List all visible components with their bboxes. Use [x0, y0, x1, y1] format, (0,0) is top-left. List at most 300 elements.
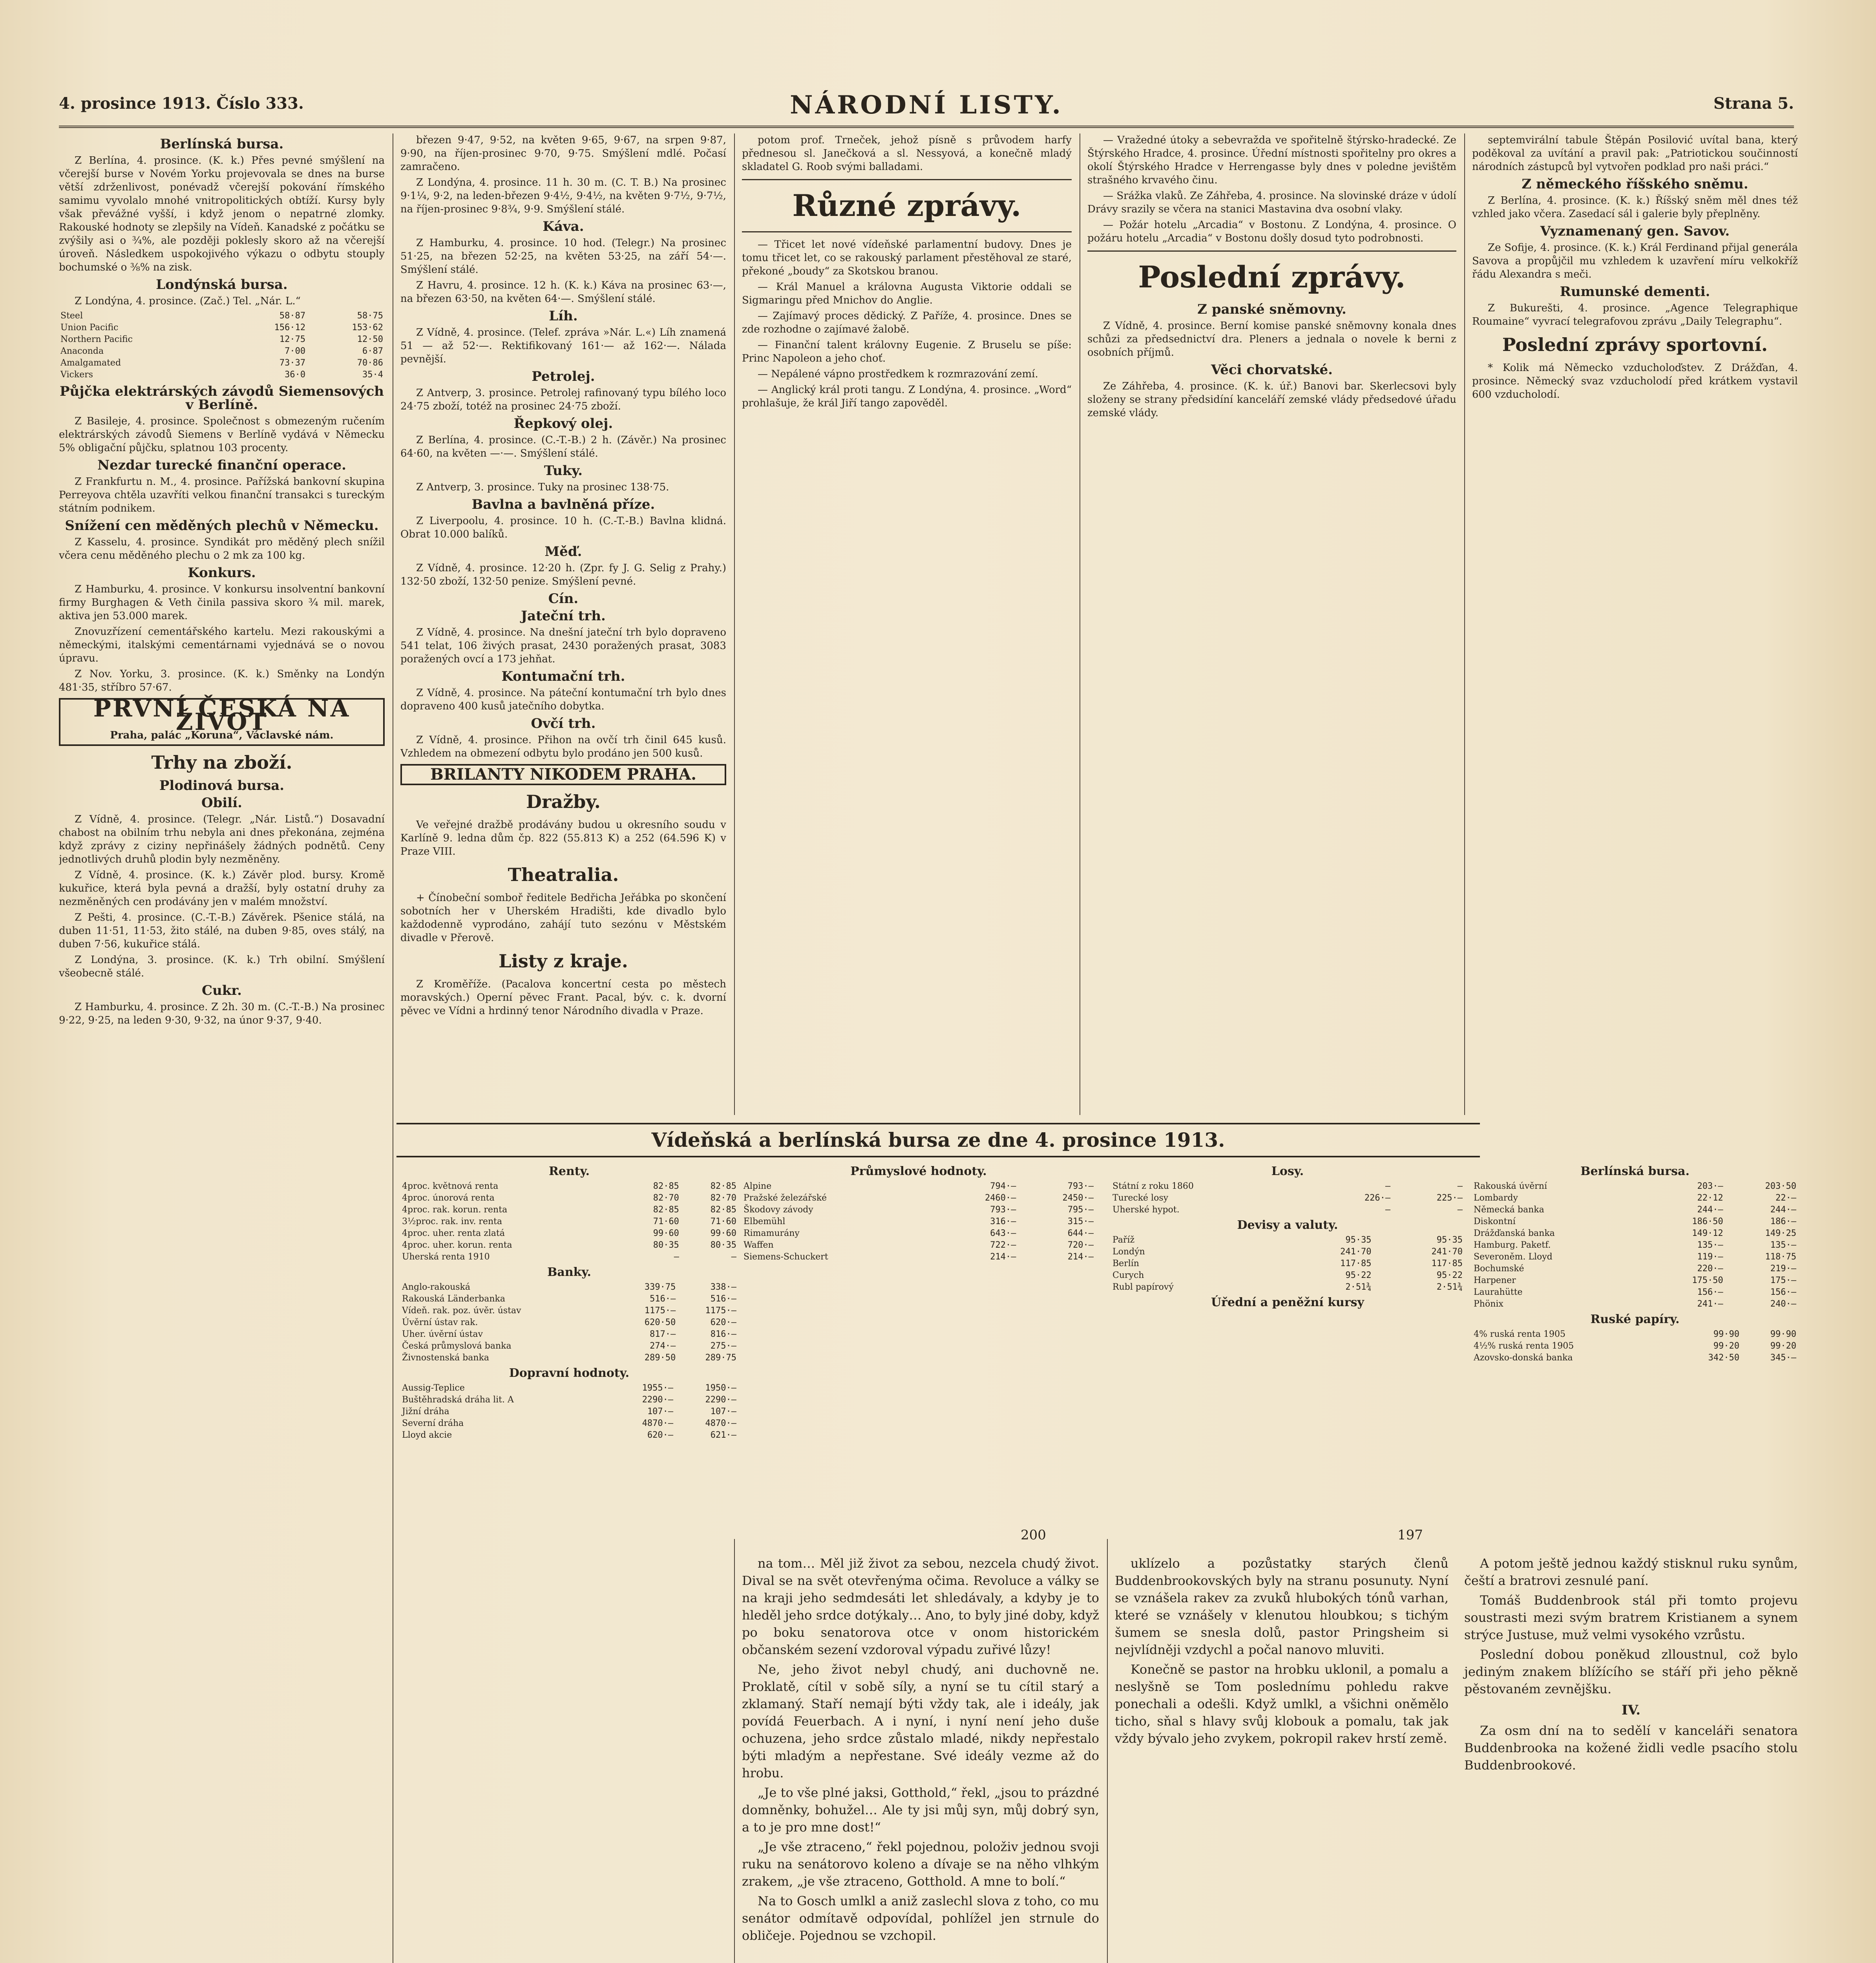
heading: Rumunské dementi. [1560, 284, 1710, 300]
table-cell: 58·87 [279, 311, 306, 321]
table-cell: Paříž [1112, 1235, 1135, 1245]
bourse-column-4 [1472, 1162, 1798, 1531]
table-cell: 4½% ruská renta 1905 [1474, 1341, 1574, 1351]
serial-text: Za osm dní na to sedělí v kanceláři senatora Buddenbrooka na kožené židli vedle psacího stolu Buddenbrookové. [1464, 1723, 1798, 1773]
table-row [400, 1406, 738, 1418]
table-row [1472, 1192, 1798, 1204]
table-cell: 795·— [1067, 1205, 1094, 1215]
article-text: * Kolik má Německo vzducholoďstev. Z Drážďan, 4. prosince. Německý svaz vzducholodí před krátkem vystavil 600 vzducholodí. [1472, 362, 1798, 400]
heading: Snížení cen měděných plechů v Německu. [65, 518, 379, 534]
page-number: Strana 5. [1713, 94, 1794, 113]
currency-table [1111, 1234, 1464, 1293]
table-cell: Harpener [1474, 1276, 1516, 1285]
table-cell: Státní z roku 1860 [1112, 1181, 1194, 1191]
table-cell: Waffen [743, 1240, 774, 1250]
article-text: — Nepálené vápno prostředkem k rozmrazování zemí. [758, 368, 1038, 380]
lottery-bonds-table [1111, 1181, 1464, 1216]
table-cell: — [1457, 1181, 1463, 1191]
table-cell: Rubl papírový [1112, 1282, 1174, 1292]
table-cell: 1175·— [705, 1306, 736, 1316]
heading: Z německého říšského sněmu. [1522, 176, 1748, 192]
table-cell: 1950·— [705, 1383, 736, 1393]
column-rule [1107, 1539, 1108, 1963]
heading: Petrolej. [532, 369, 595, 384]
article-text: Ve veřejné dražbě prodávány budou u okresního soudu v Karlíně 9. ledna dům čp. 822 (55.813 K) a 252 (64.596 K) v Praze VIII. [400, 819, 726, 857]
serial-text: Na to Gosch umlkl a aniž zaslechl slova z toho, co mu senátor odmítavě odpovídal, pohlížel jen strnule do obličeje. Pojednou se vzchopil. [742, 1894, 1099, 1943]
table-cell: 241·— [1697, 1299, 1723, 1309]
table-cell: 1175·— [644, 1306, 676, 1316]
article-text: Z Bukurešti, 4. prosince. „Agence Telegraphique Roumaine“ vyvrací telegrafovou zprávu „Daily Telegraphu“. [1472, 302, 1798, 327]
bourse-column-1 [400, 1162, 738, 1531]
table-row [1111, 1204, 1464, 1216]
table-row [1111, 1234, 1464, 1246]
table-cell: 226·— [1364, 1193, 1391, 1203]
article-text: Ze Záhřeba, 4. prosince. (K. k. úř.) Banovi bar. Skerlecsovi byly složeny se strany předsidíní kanceláří zemské vlády předsedové úřadu zemské vlády. [1087, 380, 1456, 419]
table-cell: — [1385, 1205, 1391, 1215]
table-cell: 4870·— [705, 1418, 736, 1428]
table-cell: 82·70 [653, 1193, 679, 1203]
table-cell: 135·— [1770, 1240, 1796, 1250]
article-text: Z Frankfurtu n. M., 4. prosince. Pařížská bankovní skupina Perreyova chtěla uzavříti velkou finanční transakci s tureckým státním podnikem. [59, 476, 385, 514]
serial-text: na tom… Měl již život za sebou, nezcela chudý život. Dival se na svět otevřenýma očima. Revoluce a války se na kraji jeho sedmdesáti let shledávaly, a kdyby je to hleděl jeho srdce dotýkaly… Ano, to byly jiné doby, když po boku senatorova otce v onom historickém občanském sezení vzdoroval výpadu zuřivé lůzy! [742, 1556, 1099, 1657]
table-row [742, 1228, 1095, 1239]
table-cell: 22·— [1776, 1193, 1796, 1203]
table-header: Z Londýna, 4. prosince. (Zač.) Tel. „Nár. L.“ [75, 295, 301, 307]
table-cell: 95·22 [1345, 1270, 1372, 1280]
table-row [400, 1418, 738, 1429]
table-cell: 621·— [710, 1430, 736, 1440]
table-cell: 12·50 [357, 334, 383, 344]
table-cell: — [1457, 1205, 1463, 1215]
section-heading: Trhy na zboží. [151, 752, 292, 773]
table-cell: Azovsko-donská banka [1474, 1353, 1573, 1363]
divider [1087, 250, 1456, 252]
section-heading: Dražby. [526, 791, 601, 812]
table-cell: 2·51¾ [1345, 1282, 1372, 1292]
table-cell: Drážďanská banka [1474, 1228, 1555, 1238]
table-cell: Rakouská Länderbanka [402, 1294, 505, 1304]
table-cell: 816·— [710, 1329, 736, 1339]
heading: Cín. [548, 591, 579, 607]
article-text: + Čínobeční somboř ředitele Bedřicha Jeřábka po skončení sobotních her v Uherském Hradišti, kde divadlo bylo každodenně vyprodáno, zahájí tuto sezónu v Městském divadle v Přerově. [400, 892, 726, 944]
table-cell: 244·— [1697, 1205, 1723, 1215]
table-cell: 620·50 [644, 1318, 676, 1327]
table-row [59, 310, 385, 322]
article-text: Z Liverpoolu, 4. prosince. 10 h. (C.-T.-B.) Bavlna klidná. Obrat 10.000 balíků. [400, 515, 726, 540]
table-cell: 156·— [1697, 1287, 1723, 1297]
table-cell: 4proc. uher. korun. renta [402, 1240, 512, 1250]
table-cell: Bochumské [1474, 1264, 1524, 1274]
article-text: — Král Manuel a královna Augusta Viktorie oddali se Sigmaringu před Mnichov do Anglie. [742, 281, 1072, 306]
heading: Líh. [549, 308, 578, 324]
article-text: Z Nov. Yorku, 3. prosince. (K. k.) Směnky na Londýn 481·35, stříbro 57·67. [59, 668, 385, 693]
article-text: — Finanční talent královny Eugenie. Z Bruselu se píše: Princ Napoleon a jeho choť. [742, 339, 1072, 364]
heading: Banky. [547, 1265, 591, 1279]
table-cell: 80·35 [653, 1240, 679, 1250]
table-cell: 289·50 [644, 1353, 676, 1363]
table-cell: Škodovy závody [743, 1205, 813, 1215]
table-cell: 214·— [990, 1252, 1016, 1262]
transport-table [400, 1382, 738, 1441]
article-text: Ze Sofije, 4. prosince. (K. k.) Král Ferdinand přijal generála Savova a propůjčil mu vzhledem k uzavření míru velkokříž řádu Alexandra s meči. [1472, 242, 1798, 280]
table-row [1111, 1258, 1464, 1270]
article-text: Z Vídně, 4. prosince. Přihon na ovčí trh činil 645 kusů. Vzhledem na obmezení odbytu bylo prodáno jen 500 kusů. [400, 734, 726, 759]
table-cell: 274·— [650, 1341, 676, 1351]
heading: Dopravní hodnoty. [509, 1366, 630, 1380]
table-cell: 82·85 [653, 1205, 679, 1215]
table-row [400, 1317, 738, 1329]
table-cell: 4proc. únorová renta [402, 1193, 495, 1203]
column-2 [400, 133, 726, 1963]
table-cell: 175·— [1770, 1276, 1796, 1285]
table-cell: Hamburg. Paketf. [1474, 1240, 1551, 1250]
table-row [400, 1228, 738, 1239]
table-cell: Anaconda [60, 346, 104, 356]
article-text: Z Hamburku, 4. prosince. V konkursu insolventní bankovní firmy Burghagen & Veth činila passiva skoro ¾ mil. marek, aktiva jen 53.000 marek. [59, 583, 385, 622]
table-cell: 620·— [710, 1318, 736, 1327]
serial-text: Konečně se pastor na hrobku uklonil, a pomalu a neslyšně se Tom poslednímu pohledu rakve ponechali a odešli. Když umlkl, a všichni oněmělo ticho, sňal s hlavy svůj klobouk a pomalu, tak jak vždy bývalo jeho zvykem, pokropil rakev hrstí země. [1115, 1662, 1449, 1746]
table-row [742, 1181, 1095, 1192]
table-cell: 107·— [710, 1407, 736, 1417]
table-cell: 203·50 [1765, 1181, 1796, 1191]
table-cell: Rimamurány [743, 1228, 800, 1238]
column-4 [1087, 133, 1456, 1111]
table-cell: Elbemühl [743, 1217, 785, 1226]
article-text: Z Vídně, 4. prosince. (Telegr. „Nár. Listů.“) Dosavadní chabost na obilním trhu nebyla ani dnes překonána, zejména když zprávy z ciziny nepřinášely žádných podnětů. Ceny jednotlivých druhů plodin byly nezměněny. [59, 813, 385, 865]
insurance-advertisement [59, 695, 385, 746]
table-cell: 241·70 [1431, 1247, 1463, 1257]
article-text: Z Kroměříže. (Pacalova koncertní cesta po městech moravských.) Operní pěvec Frant. Pacal, býv. c. k. dvorní pěvec ve Vídni a hrdinný tenor Národního divadla v Praze. [400, 978, 726, 1017]
column-1 [59, 133, 385, 1963]
table-row [1472, 1239, 1798, 1251]
article-text: Z Basileje, 4. prosince. Společnost s obmezeným ručením elektrárských závodů Siemens v Berlíně vydává v Německu 5% obligační půjčku, splatnou 103 procenty. [59, 415, 385, 454]
table-cell: 643·— [990, 1228, 1016, 1238]
table-cell: 71·60 [653, 1217, 679, 1226]
heading: Měď. [544, 544, 582, 559]
bourse-title: Vídeňská a berlínská bursa ze dne 4. prosince 1913. [396, 1123, 1480, 1157]
table-cell: 516·— [710, 1294, 736, 1304]
table-row [400, 1340, 738, 1352]
column-rule [1464, 133, 1465, 1115]
table-cell: 315·— [1067, 1217, 1094, 1226]
london-quotes-table [59, 310, 385, 381]
table-row [400, 1204, 738, 1216]
industrial-table [742, 1181, 1095, 1263]
table-cell: Uher. úvěrní ústav [402, 1329, 483, 1339]
table-row [1472, 1181, 1798, 1192]
table-cell: 35·4 [362, 370, 383, 380]
table-row [400, 1382, 738, 1394]
table-cell: Úvěrní ústav rak. [402, 1318, 478, 1327]
table-cell: Německá banka [1474, 1205, 1544, 1215]
table-cell: 82·85 [710, 1181, 736, 1191]
table-cell: 4% ruská renta 1905 [1474, 1329, 1565, 1339]
table-row [400, 1181, 738, 1192]
table-cell: 214·— [1067, 1252, 1094, 1262]
table-cell: 722·— [990, 1240, 1016, 1250]
table-row [400, 1216, 738, 1228]
serial-text: A potom ještě jednou každý stisknul ruku synům, čeští a bratrovi zesnulé paní. [1464, 1556, 1798, 1588]
section-heading: Poslední zprávy sportovní. [1502, 334, 1768, 355]
table-cell: 289·75 [705, 1353, 736, 1363]
table-cell: 316·— [990, 1217, 1016, 1226]
table-cell: 99·20 [1770, 1341, 1796, 1351]
table-row [1472, 1340, 1798, 1352]
article-text: Z Pešti, 4. prosince. (C.-T.-B.) Závěrek. Pšenice stálá, na duben 11·51, 11·53, žito stálé, na duben 9·85, oves stálý, na duben 7·56, kukuřice stálá. [59, 912, 385, 950]
table-row [742, 1204, 1095, 1216]
table-cell: Northern Pacific [60, 334, 133, 344]
article-text: — Vražedné útoky a sebevražda ve spořitelně štýrsko-hradecké. Ze Štýrského Hradce, 4. prosince. Úřední místnosti spořitelny pro okres a okolí Štýrského Hradce v Herrengasse byly dnes v poledne jevištěm strašného krvavého činu. [1087, 134, 1456, 186]
article-text: — Anglický král proti tangu. Z Londýna, 4. prosince. „Word“ prohlašuje, že král Jiří tango zapověděl. [742, 384, 1072, 409]
table-row [400, 1305, 738, 1317]
article-text: Z Vídně, 4. prosince. Na dnešní jateční trh bylo dopraveno 541 telat, 106 živých prasat, 2430 poražených prasat, 3083 poražených ovcí a 173 jehňat. [400, 627, 726, 665]
table-row [400, 1394, 738, 1406]
table-row [1111, 1270, 1464, 1281]
heading: Tuky. [544, 463, 583, 479]
table-row [1472, 1204, 1798, 1216]
table-cell: Laurahütte [1474, 1287, 1523, 1297]
table-cell: 3½proc. rak. inv. renta [402, 1217, 502, 1226]
table-cell: 58·75 [357, 311, 383, 321]
heading: Ovčí trh. [531, 716, 596, 731]
table-cell: 225·— [1436, 1193, 1463, 1203]
table-row [400, 1192, 738, 1204]
table-cell: — [674, 1252, 679, 1262]
article-text: Z Berlína, 4. prosince. (C.-T.-B.) 2 h. (Závěr.) Na prosinec 64·60, na květen —·—. Smýšlení stálé. [400, 434, 726, 459]
serial-column-1 [742, 1555, 1099, 1963]
table-cell: Amalgamated [60, 358, 121, 368]
table-cell: Vickers [60, 370, 93, 380]
table-row [1111, 1181, 1464, 1192]
table-row [1472, 1228, 1798, 1239]
divider [742, 231, 1072, 232]
heading: Z panské sněmovny. [1197, 302, 1346, 317]
article-text: Z Berlína, 4. prosince. (K. k.) Přes pevné smýšlení na včerejší burse v Novém Yorku projevovala se dnes na burse větší zdrženlivost, ponévadž včerejší pokování římského samimu vyvolalo mnohé vnitropolitických obtíží. Kursy byly však převážné vyšší, i když jenom o nepatrné zlomky. Rakouské hodnoty se zlepšily na Vídeň. Kanadské z počátku se zvýšily asi o ¾%, ale později poklesly skoro až na včerejší úroveň. Následkem uspokojivého výkazu o odbytu stouply bochumské o ⅜% na zisk. [59, 155, 385, 273]
table-cell: Anglo-rakouská [402, 1282, 470, 1292]
section-heading: Listy z kraje. [499, 950, 628, 972]
table-cell: 82·70 [710, 1193, 736, 1203]
table-cell: 339·75 [644, 1282, 676, 1292]
table-row [400, 1329, 738, 1340]
table-cell: Berlín [1112, 1259, 1139, 1268]
table-row [400, 1293, 738, 1305]
table-cell: 175·50 [1692, 1276, 1723, 1285]
table-cell: 794·— [990, 1181, 1016, 1191]
table-cell: Pražské železářské [743, 1193, 827, 1203]
table-cell: Jižní dráha [402, 1407, 449, 1417]
table-cell: Rakouská úvěrní [1474, 1181, 1547, 1191]
heading: Průmyslové hodnoty. [850, 1164, 987, 1178]
table-cell: Union Pacific [60, 323, 119, 333]
heading: Půjčka elektrárských závodů Siemensových v Berlíně. [59, 384, 384, 413]
table-cell: Lombardy [1474, 1193, 1518, 1203]
heading: Nezdar turecké finanční operace. [97, 457, 346, 473]
table-row [1472, 1275, 1798, 1287]
table-cell: 99·60 [710, 1228, 736, 1238]
heading: Věci chorvatské. [1211, 362, 1333, 378]
table-cell: 80·35 [710, 1240, 736, 1250]
table-row [400, 1429, 738, 1441]
article-text: Z Hamburku, 4. prosince. 10 hod. (Telegr.) Na prosinec 51·25, na březen 52·25, na květen 53·25, na září 54·—. Smýšlení stálé. [400, 237, 726, 276]
article-text: Z Antverp, 3. prosince. Tuky na prosinec 138·75. [416, 481, 669, 493]
table-row [1472, 1298, 1798, 1310]
column-rule [734, 1539, 735, 1963]
table-cell: 95·35 [1345, 1235, 1372, 1245]
table-cell: 620·— [647, 1430, 674, 1440]
table-cell: 186·— [1770, 1217, 1796, 1226]
table-cell: 22·12 [1697, 1193, 1723, 1203]
serial-text: Poslední dobou poněkud zlloustnul, což bylo jediným znakem blížícího se stáří při jeho pěkně pěstovaném zevnějšku. [1464, 1647, 1798, 1696]
heading: Kontumační trh. [501, 669, 625, 684]
serial-text: „Je to vše plné jaksi, Gotthold,“ řekl, „jsou to prázdné domněnky, bohužel… Ale ty jsi můj syn, můj dobrý syn, a to je pro mne dost!“ [742, 1785, 1099, 1835]
table-cell: 220·— [1697, 1264, 1723, 1274]
table-cell: Živnostenská banka [402, 1353, 490, 1363]
serial-column-2 [1115, 1555, 1798, 1963]
article-text: Z Vídně, 4. prosince. (K. k.) Závěr plod. bursy. Kromě kukuřice, která byla pevná a dražší, byly ostatní druhy za nezměněných cen prodávány jen v malém množství. [59, 869, 385, 908]
article-text: Z Berlína, 4. prosince. (K. k.) Říšský sněm měl dnes též vzhled jako včera. Zasedací sál i galerie byly přeplněny. [1472, 195, 1798, 220]
article-text: — Srážka vlaků. Ze Záhřeba, 4. prosince. Na slovinské dráze v údolí Drávy srazily se včera na stanici Mastavina dva osobní vlaky. [1087, 190, 1456, 215]
table-cell: 82·85 [710, 1205, 736, 1215]
heading: Úřední a peněžní kursy [1211, 1296, 1364, 1309]
table-cell: 149·12 [1692, 1228, 1723, 1238]
table-row [1472, 1216, 1798, 1228]
heading: Obilí. [201, 795, 242, 811]
table-cell: 135·— [1697, 1240, 1723, 1250]
table-cell: 117·85 [1340, 1259, 1372, 1268]
table-row [59, 345, 385, 357]
table-cell: Diskontní [1474, 1217, 1516, 1226]
table-cell: — [731, 1252, 736, 1262]
table-cell: 4870·— [642, 1418, 674, 1428]
table-cell: 99·90 [1713, 1329, 1740, 1339]
heading: Řepkový olej. [513, 416, 613, 431]
table-row [59, 369, 385, 381]
jeweller-advertisement: BRILANTY NIKODEM PRAHA. [400, 764, 726, 785]
table-cell: 153·62 [352, 323, 383, 333]
table-row [1472, 1329, 1798, 1340]
ad-address: Praha, palác „Koruna“, Václavské nám. [110, 729, 334, 741]
table-row [400, 1352, 738, 1364]
table-row [59, 357, 385, 369]
article-text: Z Havru, 4. prosince. 12 h. (K. k.) Káva na prosinec 63·—, na březen 63·50, na květen 64·—. Smýšlení stálé. [400, 280, 726, 305]
serial-text: Tomáš Buddenbrook stál při tomto projevu soustrasti mezi svým bratrem Kristianem a synem strýce Justuse, muž velmi vysokého vzrůstu. [1464, 1593, 1798, 1642]
heading: Vyznamenaný gen. Savov. [1540, 223, 1730, 239]
heading: Berlínská bursa. [160, 136, 284, 152]
heading: Konkurs. [188, 565, 256, 581]
table-cell: 36·0 [285, 370, 306, 380]
article-text: Z Vídně, 4. prosince. Na páteční kontumační trh bylo dnes dopraveno 400 kusů jatečního dobytka. [400, 687, 726, 712]
table-cell: 95·35 [1436, 1235, 1463, 1245]
heading: Bavlna a bavlněná příze. [471, 497, 655, 512]
heading: Londýnská bursa. [156, 277, 288, 292]
berlin-bourse-table [1472, 1181, 1798, 1310]
table-cell: 203·— [1697, 1181, 1723, 1191]
section-heading: Různé zprávy. [792, 188, 1021, 223]
table-row [400, 1251, 738, 1263]
table-cell: Buštěhradská dráha lit. A [402, 1395, 514, 1405]
table-cell: 516·— [650, 1294, 676, 1304]
folio-number: 200 [1021, 1527, 1046, 1543]
article-text: — Požár hotelu „Arcadia“ v Bostonu. Z Londýna, 4. prosince. O požáru hotelu „Arcadia“ v Bostonu došly dosud tyto podrobnosti. [1087, 219, 1456, 244]
heading: Ruské papíry. [1590, 1312, 1680, 1326]
folio-number: 197 [1397, 1527, 1423, 1543]
table-cell: 118·75 [1765, 1252, 1796, 1262]
table-row [1111, 1192, 1464, 1204]
table-cell: 793·— [990, 1205, 1016, 1215]
table-cell: 720·— [1067, 1240, 1094, 1250]
heading: Renty. [548, 1164, 590, 1178]
table-cell: Steel [60, 311, 83, 321]
column-3 [742, 133, 1072, 1111]
heading: Devisy a valuty. [1237, 1218, 1338, 1232]
table-cell: 345·— [1770, 1353, 1796, 1363]
article-text: potom prof. Trneček, jehož písně s průvodem harfy přednesou sl. Janečková a sl. Nessyová, a konečně mladý skladatel G. Roob svými balladami. [742, 134, 1072, 173]
table-cell: 338·— [710, 1282, 736, 1292]
bourse-column-2 [742, 1162, 1095, 1531]
issue-date: 4. prosince 1913. Číslo 333. [59, 94, 304, 113]
table-cell: — [1385, 1181, 1391, 1191]
table-cell: Siemens-Schuckert [743, 1252, 828, 1262]
table-cell: 342·50 [1708, 1353, 1740, 1363]
banks-table [400, 1281, 738, 1364]
table-cell: 7·00 [285, 346, 306, 356]
table-cell: Phönix [1474, 1299, 1503, 1309]
table-cell: Česká průmyslová banka [402, 1341, 511, 1351]
table-cell: 4proc. květnová renta [402, 1181, 499, 1191]
table-cell: Aussig-Teplice [402, 1383, 465, 1393]
table-cell: 99·60 [653, 1228, 679, 1238]
article-text: Z Hamburku, 4. prosince. Z 2h. 30 m. (C.-T.-B.) Na prosinec 9·22, 9·25, na leden 9·30, 9·32, na únor 9·37, 9·40. [59, 1001, 385, 1026]
article-text: — Třicet let nové vídeňské parlamentní budovy. Dnes je tomu třicet let, co se rakouský parlament přestěhoval ze staré, překoné „boudy“ za Skotskou branou. [742, 239, 1072, 277]
table-cell: 117·85 [1431, 1259, 1463, 1268]
table-cell: 6·87 [362, 346, 383, 356]
chapter-number: IV. [1621, 1702, 1641, 1718]
table-row [400, 1239, 738, 1251]
ad-title: PRVNÍ ČESKÁ NA ŽIVOT [93, 695, 351, 736]
table-row [1472, 1263, 1798, 1275]
table-cell: 95·22 [1436, 1270, 1463, 1280]
serial-text: Ne, jeho život nebyl chudý, ani duchovně ne. Proklatě, cítil v sobě síly, a nyní se tu cítil starý a zklamaný. Staří nemají býti vždy tak, ale i ideály, jak povídá Feuerbach. A i nyní, i nyní není jeho duše ochuzena, jeho srdce zůstalo mladé, nikdy nepřestalo býti mladým a nepřestane. Své ideály vezme až do hrobu. [742, 1662, 1099, 1780]
table-cell: 4proc. uher. renta zlatá [402, 1228, 505, 1238]
table-cell: Vídeň. rak. poz. úvěr. ústav [402, 1306, 521, 1316]
table-cell: 2·51¾ [1436, 1282, 1463, 1292]
table-cell: 71·60 [710, 1217, 736, 1226]
newspaper-title: NÁRODNÍ LISTY. [790, 90, 1063, 120]
table-cell: Severoněm. Lloyd [1474, 1252, 1553, 1262]
article-text: Z Londýna, 4. prosince. 11 h. 30 m. (C. T. B.) Na prosinec 9·1¼, 9·2, na leden-březen 9·4½, 9·4½, na květen 9·7½, 9·7½, na říjen-prosinec 9·8¾, 9·9. Smýšlení stálé. [400, 177, 726, 215]
table-cell: 73·37 [279, 358, 306, 368]
table-row [1472, 1251, 1798, 1263]
table-cell: Lloyd akcie [402, 1430, 452, 1440]
column-rule [734, 133, 735, 1115]
table-row [1472, 1352, 1798, 1364]
table-row [742, 1216, 1095, 1228]
table-cell: 186·50 [1692, 1217, 1723, 1226]
section-heading: Poslední zprávy. [1138, 260, 1406, 294]
table-cell: 2460·— [985, 1193, 1016, 1203]
table-row [1111, 1281, 1464, 1293]
table-cell: 119·— [1697, 1252, 1723, 1262]
table-row [59, 334, 385, 345]
table-cell: 70·86 [357, 358, 383, 368]
table-row [1111, 1246, 1464, 1258]
table-cell: 275·— [710, 1341, 736, 1351]
table-cell: 12·75 [279, 334, 306, 344]
table-cell: 793·— [1067, 1181, 1094, 1191]
table-cell: 149·25 [1765, 1228, 1796, 1238]
table-cell: Curych [1112, 1270, 1144, 1280]
article-text: Z Vídně, 4. prosince. 12·20 h. (Zpr. fy J. G. Selig z Prahy.) 132·50 zboží, 132·50 penize. Smýšlení pevné. [400, 562, 726, 587]
